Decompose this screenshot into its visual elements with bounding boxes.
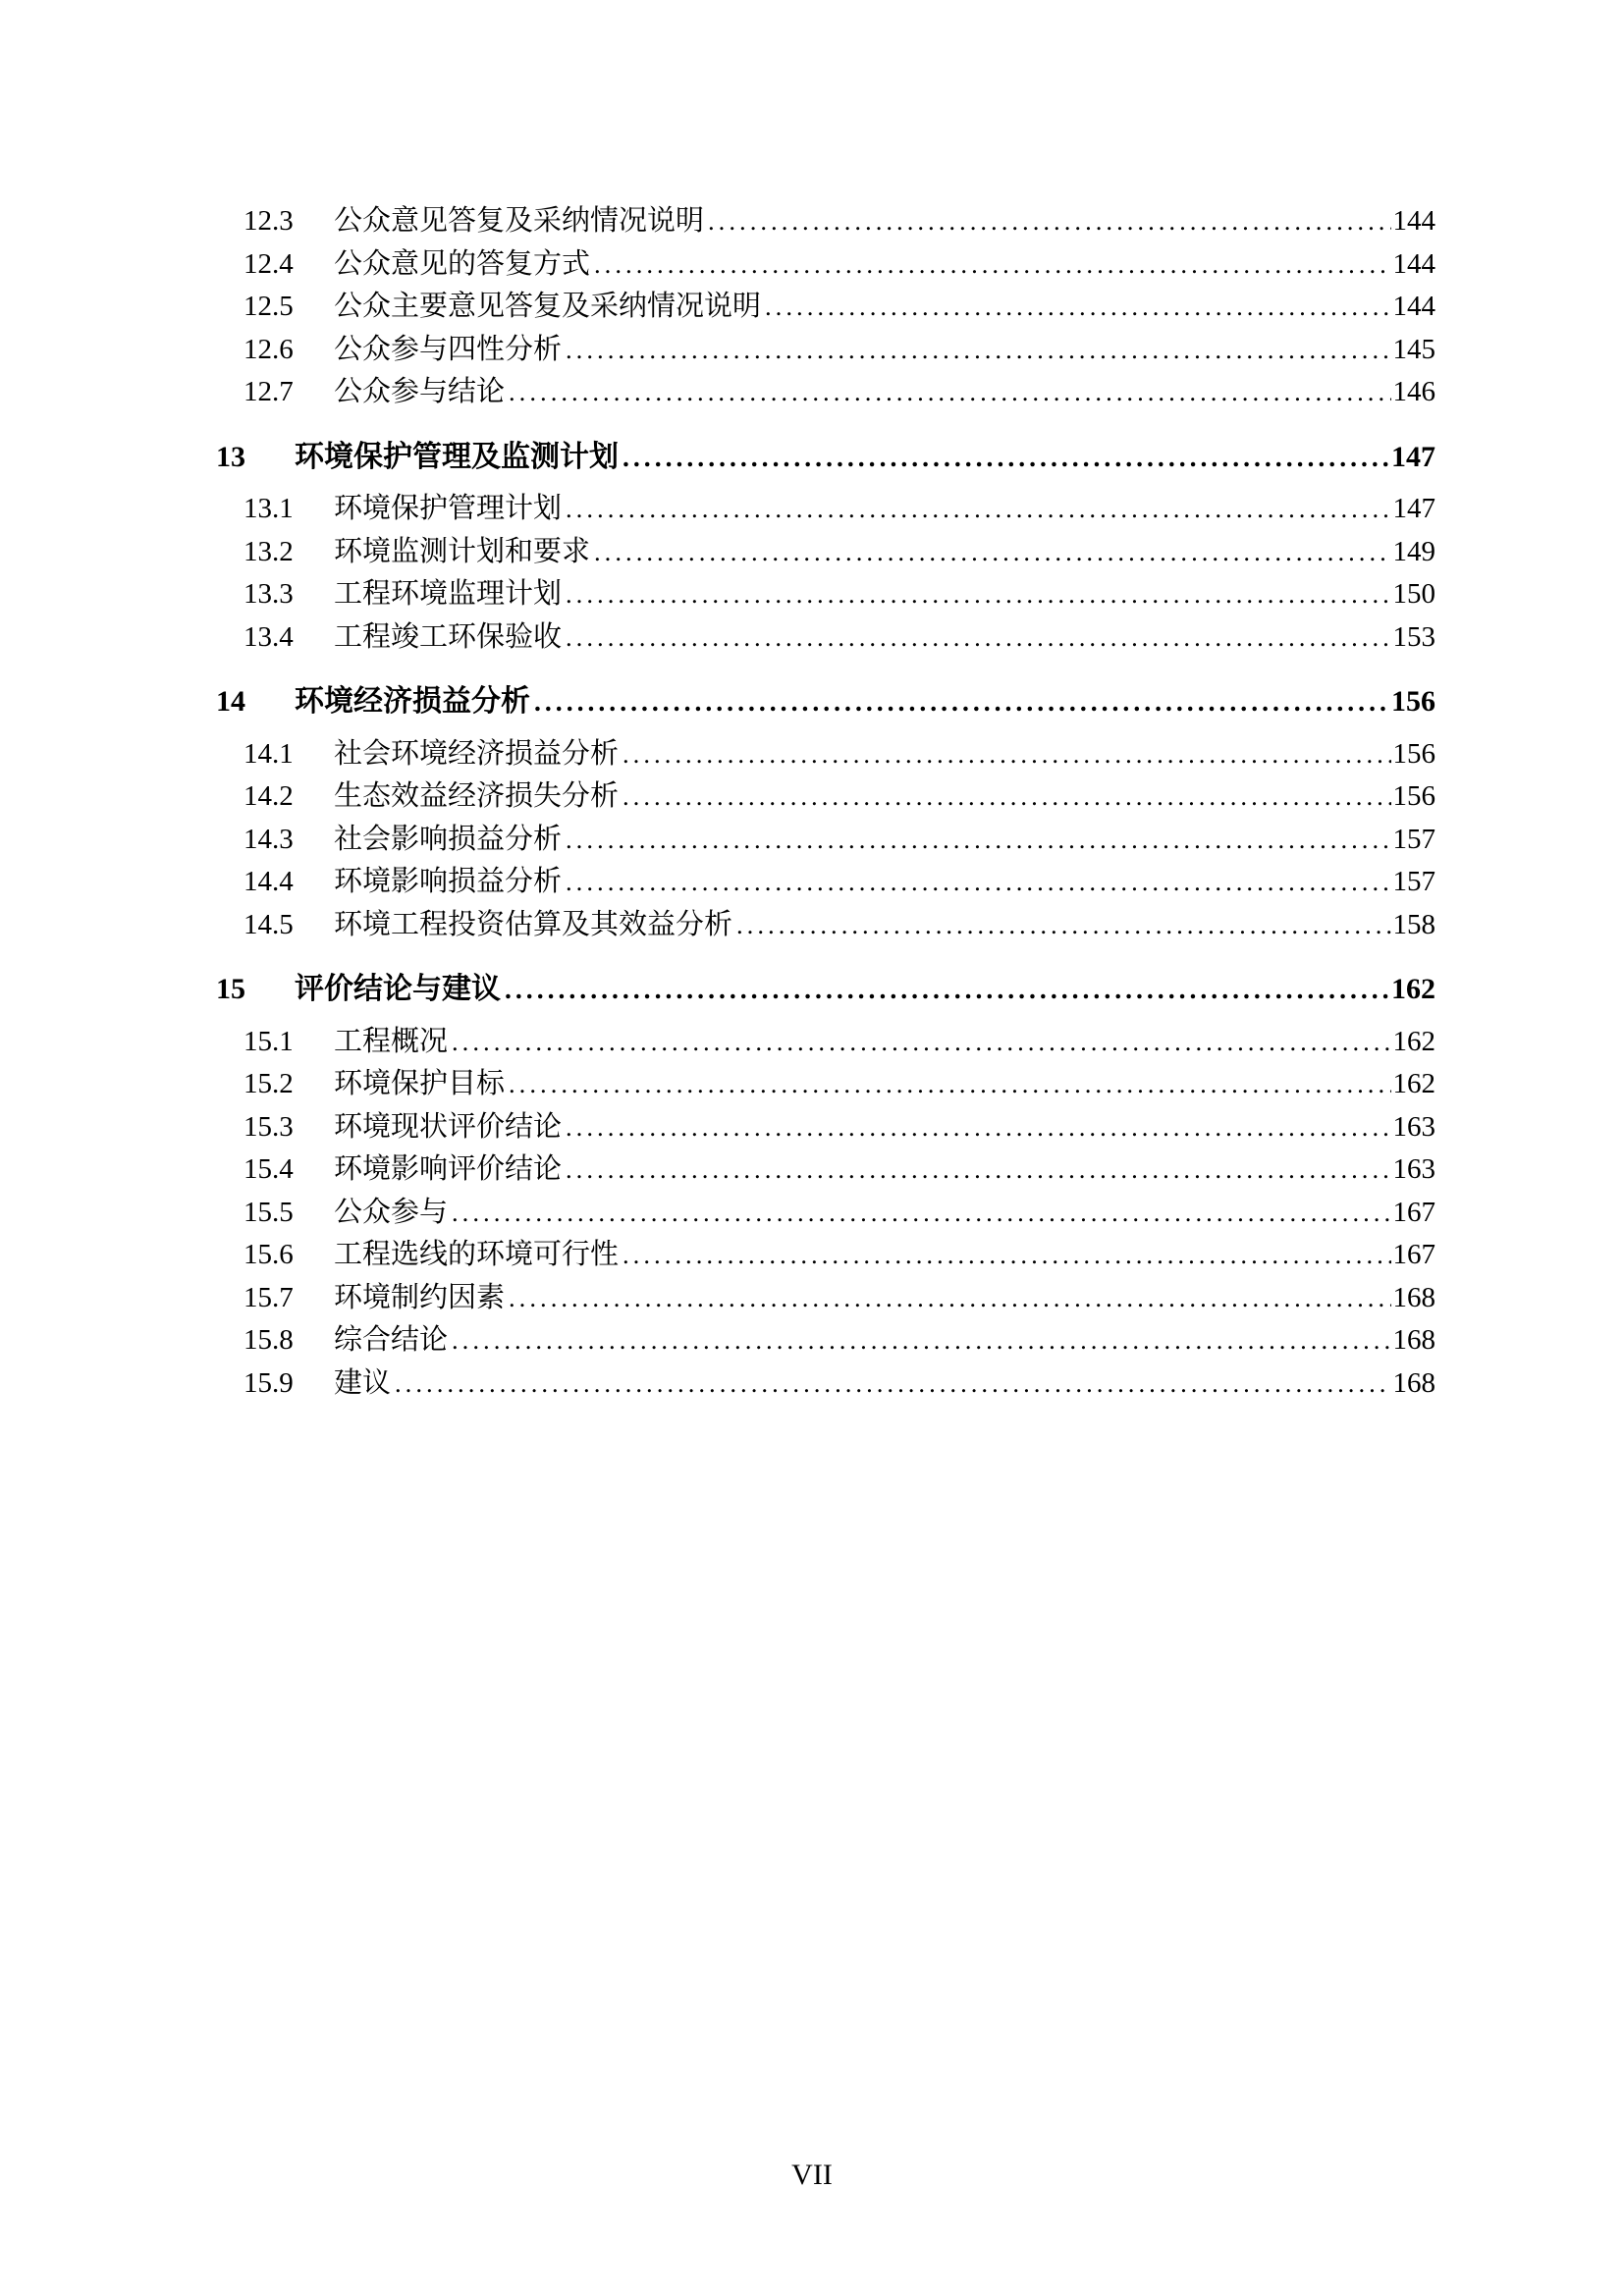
toc-entry-number: 14.1 [244, 737, 294, 770]
toc-entry[interactable] [216, 329, 1435, 372]
toc-entry[interactable] [216, 968, 1435, 1011]
dot-leader [566, 573, 1390, 616]
toc-entry-page: 144 [1392, 205, 1435, 237]
dot-leader [594, 243, 1390, 287]
toc-entry-title: 公众意见的答复方式 [334, 247, 591, 280]
toc-entry[interactable] [216, 1021, 1435, 1064]
toc-entry-page: 153 [1392, 620, 1435, 653]
toc-entry-page: 163 [1392, 1110, 1435, 1143]
toc-entry[interactable] [216, 1362, 1435, 1406]
toc-entry-page: 162 [1392, 1025, 1435, 1057]
toc-entry-number: 15.4 [244, 1153, 294, 1185]
toc-entry-page: 156 [1392, 737, 1435, 770]
toc-entry[interactable] [216, 819, 1435, 862]
toc-entry-title: 工程概况 [334, 1025, 449, 1057]
toc-entry-number: 14.3 [244, 823, 294, 855]
footer-page-number: VII [791, 2159, 833, 2191]
toc-entry-page: 168 [1392, 1366, 1435, 1399]
toc-entry-number: 14 [216, 685, 245, 718]
toc-entry-number: 15 [216, 973, 245, 1005]
toc-entry-number: 15.2 [244, 1068, 294, 1099]
dot-leader [509, 1277, 1390, 1320]
toc-entry-title: 环境监测计划和要求 [334, 535, 591, 567]
toc-entry-title: 生态效益经济损失分析 [334, 780, 620, 812]
dot-leader [708, 200, 1390, 243]
toc-entry-title: 工程选线的环境可行性 [334, 1239, 620, 1270]
dot-leader [623, 1234, 1390, 1277]
toc-entry-title: 环境保护目标 [334, 1068, 506, 1099]
toc-entry[interactable] [216, 680, 1435, 723]
dot-leader [623, 436, 1389, 479]
toc-entry-page: 162 [1392, 1068, 1435, 1099]
dot-leader [566, 329, 1390, 372]
dot-leader [566, 1148, 1390, 1192]
toc-entry[interactable] [216, 200, 1435, 243]
dot-leader [765, 286, 1390, 329]
toc-entry[interactable] [216, 531, 1435, 574]
toc-entry-title: 环境保护管理及监测计划 [295, 440, 619, 473]
toc-entry[interactable] [216, 286, 1435, 329]
toc-entry[interactable] [216, 616, 1435, 660]
dot-leader [452, 1319, 1390, 1362]
toc-entry-page: 167 [1392, 1239, 1435, 1270]
toc-entry-title: 环境现状评价结论 [334, 1110, 563, 1143]
dot-leader [452, 1192, 1390, 1235]
dot-leader [623, 775, 1390, 819]
toc-entry-number: 14.4 [244, 866, 294, 897]
toc-entry-title: 工程竣工环保验收 [334, 620, 563, 653]
toc-entry[interactable] [216, 904, 1435, 947]
dot-leader [395, 1362, 1390, 1406]
toc-entry[interactable] [216, 733, 1435, 776]
toc-entry-page: 145 [1392, 333, 1435, 365]
toc-entry[interactable] [216, 1277, 1435, 1320]
toc-entry-number: 14.2 [244, 780, 294, 812]
toc-entry-number: 15.7 [244, 1281, 294, 1313]
toc-entry-title: 公众参与结论 [334, 376, 506, 407]
toc-entry-title: 公众参与四性分析 [334, 333, 563, 365]
toc-entry-title: 环境制约因素 [334, 1281, 506, 1313]
toc-entry-page: 147 [1392, 493, 1435, 524]
toc-entry-number: 13.2 [244, 535, 294, 567]
toc-entry-page: 168 [1392, 1281, 1435, 1313]
toc-entry-page: 156 [1392, 780, 1435, 812]
toc-entry[interactable] [216, 861, 1435, 904]
dot-leader [566, 1106, 1390, 1149]
toc-entry-page: 157 [1392, 866, 1435, 897]
toc-entry-title: 综合结论 [334, 1324, 449, 1356]
page-footer [0, 2156, 1624, 2195]
toc-entry-number: 15.8 [244, 1324, 294, 1356]
toc-entry-number: 12.7 [244, 376, 294, 407]
toc-entry[interactable] [216, 488, 1435, 531]
toc-entry-page: 167 [1392, 1196, 1435, 1228]
toc-entry-title: 社会环境经济损益分析 [334, 737, 620, 770]
toc-entry[interactable] [216, 1234, 1435, 1277]
toc-entry-page: 168 [1392, 1324, 1435, 1356]
toc-entry-title: 公众参与 [334, 1196, 449, 1228]
toc-entry[interactable] [216, 371, 1435, 414]
toc-entry[interactable] [216, 1063, 1435, 1106]
toc-entry-number: 13 [216, 440, 245, 473]
toc-entry-title: 社会影响损益分析 [334, 823, 563, 855]
toc-entry-page: 158 [1392, 908, 1435, 940]
dot-leader [509, 1063, 1390, 1106]
toc-entry-number: 12.4 [244, 247, 294, 280]
toc-entry-number: 15.5 [244, 1196, 294, 1228]
dot-leader [505, 968, 1389, 1011]
toc-entry-page: 163 [1392, 1153, 1435, 1185]
dot-leader [566, 616, 1390, 660]
toc-entry-number: 15.3 [244, 1110, 294, 1143]
dot-leader [509, 371, 1390, 414]
toc-entry-number: 12.5 [244, 291, 294, 322]
toc-entry-number: 12.6 [244, 333, 294, 365]
toc-entry-title: 公众意见答复及采纳情况说明 [334, 205, 705, 237]
toc-entry-number: 13.3 [244, 578, 294, 610]
toc-entry-title: 建议 [334, 1366, 392, 1399]
toc-entry[interactable] [216, 1148, 1435, 1192]
toc-entry-number: 13.1 [244, 493, 294, 524]
dot-leader [594, 531, 1390, 574]
dot-leader [566, 488, 1390, 531]
dot-leader [566, 819, 1390, 862]
toc-entry-number: 15.9 [244, 1366, 294, 1399]
toc-entry-title: 公众主要意见答复及采纳情况说明 [334, 291, 762, 322]
toc-entry[interactable] [216, 1192, 1435, 1235]
toc-entry-title: 环境影响评价结论 [334, 1153, 563, 1185]
dot-leader [452, 1021, 1390, 1064]
toc-entry-title: 环境影响损益分析 [334, 866, 563, 897]
toc-entry-title: 工程环境监理计划 [334, 578, 563, 610]
dot-leader [736, 904, 1390, 947]
toc-entry[interactable] [216, 573, 1435, 616]
toc-entry-page: 144 [1392, 247, 1435, 280]
toc-entry-number: 12.3 [244, 205, 294, 237]
dot-leader [534, 680, 1389, 723]
toc-entry-page: 162 [1391, 973, 1435, 1005]
toc-entry-page: 147 [1391, 440, 1435, 473]
toc-entry-page: 150 [1392, 578, 1435, 610]
toc-entry-page: 156 [1391, 685, 1435, 718]
toc-entry-number: 13.4 [244, 620, 294, 653]
toc-entry-title: 环境工程投资估算及其效益分析 [334, 908, 733, 940]
toc-entry-number: 15.1 [244, 1025, 294, 1057]
toc-entry-number: 15.6 [244, 1239, 294, 1270]
dot-leader [623, 733, 1390, 776]
toc-entry-title: 环境经济损益分析 [295, 685, 530, 718]
table-of-contents [216, 200, 1435, 1405]
toc-entry-page: 149 [1392, 535, 1435, 567]
toc-entry[interactable] [216, 436, 1435, 479]
dot-leader [566, 861, 1390, 904]
toc-entry-page: 157 [1392, 823, 1435, 855]
toc-entry[interactable] [216, 775, 1435, 819]
toc-entry-page: 144 [1392, 291, 1435, 322]
toc-entry[interactable] [216, 243, 1435, 287]
toc-entry-title: 环境保护管理计划 [334, 493, 563, 524]
toc-entry[interactable] [216, 1319, 1435, 1362]
toc-entry-title: 评价结论与建议 [295, 973, 501, 1005]
toc-entry[interactable] [216, 1106, 1435, 1149]
toc-entry-page: 146 [1392, 376, 1435, 407]
toc-entry-number: 14.5 [244, 908, 294, 940]
